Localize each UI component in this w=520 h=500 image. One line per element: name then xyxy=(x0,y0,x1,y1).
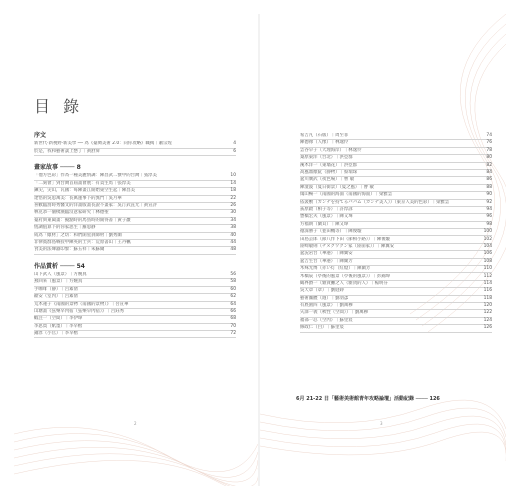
entry-page: 44 xyxy=(230,239,236,245)
entry-page: 38 xyxy=(230,225,236,231)
section-heading-preface: 序文 xyxy=(34,132,47,139)
page-number-left: 2 xyxy=(134,421,137,426)
toc-entry[interactable] xyxy=(300,251,492,258)
toc-entry[interactable] xyxy=(300,170,492,177)
entry-title: 陳澄波（夏日街景）（夏之風）｜曹 敏 xyxy=(300,184,374,190)
toc-entry[interactable] xyxy=(300,207,492,214)
entry-title: 臺府與東閩畫：擬點時的馬鳥時的開得書｜黃子巖 xyxy=(34,217,131,223)
entry-title: 陳德祿（人像）｜林逸伶 xyxy=(300,140,349,146)
entry-title: 山下武人（風景）｜方婉真 xyxy=(34,272,87,278)
entry-page: 90 xyxy=(486,192,492,198)
entry-page: 126 xyxy=(483,325,492,331)
entry-title: 吳天章（章）｜劉庭錚 xyxy=(300,288,344,294)
entry-page: 6 xyxy=(233,148,236,154)
entry-page: 68 xyxy=(230,316,236,322)
toc-entry[interactable] xyxy=(34,188,236,195)
toc-entry[interactable] xyxy=(300,318,492,325)
page-title: 目 錄 xyxy=(34,97,84,116)
event-record-entry[interactable]: 6月 21-22 日「藝術美術館青年攻略論壇」活動紀錄 ──── 126 xyxy=(296,396,440,402)
entry-title: 林克恭一個樸漢臨沒意家研究｜林德聖 xyxy=(34,210,109,216)
entry-page: 100 xyxy=(483,229,492,235)
entry-title: 喜歡臨罰時秀醫文的洋畫版畫長說不畫家：吳汀武直尤｜黃宣評 xyxy=(34,203,157,209)
toc-entry[interactable] xyxy=(34,324,236,331)
entry-page: 124 xyxy=(483,317,492,323)
entry-title: 荒木蓮子《南國的景物（南國的景物）》｜吾宣華 xyxy=(34,301,129,307)
entry-page: 22 xyxy=(230,195,236,201)
toc-right xyxy=(300,133,492,333)
entry-page: 76 xyxy=(486,140,492,146)
toc-entry[interactable] xyxy=(34,302,236,309)
page-number-right: 3 xyxy=(380,421,383,426)
entry-page: 104 xyxy=(483,243,492,249)
toc-entry[interactable] xyxy=(34,181,236,188)
toc-entry[interactable] xyxy=(300,273,492,280)
toc-entry[interactable] xyxy=(300,236,492,243)
entry-page: 80 xyxy=(486,155,492,161)
entry-page: 112 xyxy=(483,273,492,279)
entry-title: 食美的法聲器印象：蘇五祥｜朱蘇爾 xyxy=(34,247,105,253)
entry-title: 木橋辰（亭後的風景（亭後的風景））｜彭錦瑋 xyxy=(300,273,391,279)
toc-entry[interactable] xyxy=(34,233,236,240)
toc-entry[interactable] xyxy=(34,294,236,301)
toc-entry[interactable] xyxy=(34,203,236,210)
entry-page: 110 xyxy=(483,266,492,272)
entry-title: 福部一忍（空內）｜蘇里宸 xyxy=(300,317,353,323)
toc-entry[interactable] xyxy=(300,266,492,273)
artist-story-list xyxy=(34,173,236,254)
toc-entry[interactable] xyxy=(300,200,492,207)
entry-page: 72 xyxy=(230,331,236,337)
toc-entry[interactable] xyxy=(34,173,236,180)
entry-title: 田島芸郎（節八作下田（節相小路））｜陳俊璇 xyxy=(300,236,391,242)
toc-entry[interactable] xyxy=(300,325,492,332)
toc-entry[interactable] xyxy=(34,225,236,232)
book-spread xyxy=(14,14,506,486)
toc-entry[interactable] xyxy=(300,155,492,162)
toc-entry[interactable] xyxy=(300,296,492,303)
entry-page: 106 xyxy=(483,251,492,257)
section-heading-artist-story: 畫家故事 ──── 8 xyxy=(34,164,81,172)
entry-page: 30 xyxy=(230,210,236,216)
toc-entry[interactable] xyxy=(300,244,492,251)
preface-list xyxy=(34,141,236,156)
entry-title: 高風鼎顏阮（靜物）｜蔡瑞琛 xyxy=(300,170,358,176)
toc-entry[interactable] xyxy=(34,272,236,279)
entry-page: 48 xyxy=(230,247,236,253)
entry-title: 非律賓群島戰役中陳英的士兵：荒原書山｜王丹楓 xyxy=(34,239,131,245)
toc-entry[interactable] xyxy=(300,222,492,229)
entry-title: 傷山暢一（南國的海面（南國的海面）｜梁雅雲 xyxy=(300,192,393,198)
entry-title: 溪木洋一（東墻花）｜洪亞群 xyxy=(300,162,358,168)
entry-page: 40 xyxy=(230,232,236,238)
toc-entry[interactable] xyxy=(300,140,492,147)
toc-left xyxy=(34,133,236,338)
toc-entry[interactable] xyxy=(300,133,492,140)
entry-title: 蝦注一（空間）｜李伊瑋 xyxy=(34,316,83,322)
toc-entry[interactable] xyxy=(300,259,492,266)
entry-title: 手咖啡（靜）｜呂素倩 xyxy=(34,286,78,292)
entry-title: 徳深勝子（並田機等）｜陳俊璇 xyxy=(300,229,362,235)
entry-page: 120 xyxy=(483,303,492,309)
toc-entry[interactable] xyxy=(300,229,492,236)
entry-page: 56 xyxy=(230,272,236,278)
entry-title: 盆吉生台（華港）｜陳蘭芳 xyxy=(300,258,353,264)
right-page xyxy=(260,14,506,486)
section-heading-works: 作品賞析 ──── 54 xyxy=(34,262,85,270)
entry-page: 34 xyxy=(230,217,236,223)
entry-page: 92 xyxy=(486,199,492,205)
entry-title: 達悟的吳思萬美：長萬運事下的異門｜吳月華 xyxy=(34,195,122,201)
entry-page: 14 xyxy=(230,180,236,186)
toc-entry[interactable] xyxy=(300,185,492,192)
entry-title: 盆川廣武（夜色場）｜曹 敏 xyxy=(300,177,355,183)
entry-title: 「二刻會」到台灣首屆畫會展：有責生馬｜張淳美 xyxy=(34,180,131,186)
entry-title: 桑原東洋（台北）｜洪亞群 xyxy=(300,155,353,161)
works-list xyxy=(34,272,236,339)
toc-entry[interactable] xyxy=(34,149,236,156)
entry-title: 荻原啟（相子等）｜許淳詠 xyxy=(300,207,353,212)
entry-page: 96 xyxy=(486,214,492,220)
toc-entry[interactable] xyxy=(300,192,492,199)
entry-page: 78 xyxy=(486,147,492,153)
entry-title: 矢澤一義（秋性（空間））｜劉萬穆 xyxy=(300,310,369,316)
entry-title: 恆調值算下的你家思生｜羅思靜 xyxy=(34,225,96,231)
toc-entry[interactable] xyxy=(300,281,492,288)
toc-entry[interactable] xyxy=(34,331,236,338)
entry-page: 86 xyxy=(486,177,492,183)
toc-entry[interactable] xyxy=(34,210,236,217)
toc-entry[interactable] xyxy=(34,309,236,316)
entry-title: 新世代‧新視野‧新美學 ── 為《臺灣美術 2.0：向你攻略》職揭｜蕭宗煌 xyxy=(34,141,172,147)
toc-entry[interactable] xyxy=(300,303,492,310)
toc-entry[interactable] xyxy=(300,177,492,184)
entry-page: 66 xyxy=(230,309,236,315)
entry-page: 88 xyxy=(486,184,492,190)
entry-page: 98 xyxy=(486,221,492,227)
entry-title: 陸崎敏則（チヌクワクン家（陸崩家））｜陳翼安 xyxy=(300,243,395,249)
entry-page: 108 xyxy=(483,258,492,264)
toc-entry[interactable] xyxy=(34,247,236,254)
entry-title: 於是，我和藝術談上戀了｜黃舒屏 xyxy=(34,148,100,154)
toc-entry[interactable] xyxy=(34,196,236,203)
entry-title: 鶴界爵一（雜貨攤之人（雜貨的人）｜楊明芬 xyxy=(300,280,388,286)
toc-entry[interactable] xyxy=(34,218,236,225)
entry-title: 歐安（室內）｜呂素倩 xyxy=(34,294,78,300)
toc-entry[interactable] xyxy=(34,240,236,247)
entry-page: 116 xyxy=(483,288,492,294)
entry-title: 盆況岩台（華港）｜陳翼安 xyxy=(300,251,353,257)
entry-title: 修政仁（白）｜蘇里宸 xyxy=(300,325,344,331)
toc-entry[interactable] xyxy=(300,163,492,170)
toc-entry[interactable] xyxy=(300,214,492,221)
entry-page: 60 xyxy=(230,286,236,292)
entry-page: 58 xyxy=(230,279,236,285)
entry-title: 木殊光博（赤い灯（紅燈）｜陳蘭芳 xyxy=(300,266,371,272)
entry-page: 10 xyxy=(230,173,236,179)
toc-entry[interactable] xyxy=(34,141,236,148)
entry-title: 有底園四（風景）｜劉萬穆 xyxy=(300,303,353,309)
entry-title: 錦淳（小官）｜李早楷 xyxy=(34,331,78,337)
entry-title: 方福朗（蘭貝）｜陳又瑋 xyxy=(300,221,349,227)
entry-title: 雲谷早子（大理海岸）｜林逸伶 xyxy=(300,147,362,153)
entry-title: 希吉凡（石版）｜周至菲 xyxy=(300,133,349,139)
entry-page: 94 xyxy=(486,207,492,212)
entry-page: 114 xyxy=(483,280,492,286)
toc-entry[interactable] xyxy=(300,148,492,155)
entry-page: 18 xyxy=(230,188,236,194)
entry-page: 74 xyxy=(486,133,492,139)
entry-title: 山塘畫《弦樂早內宿（弦樂早內宿）》｜呂鈺秀 xyxy=(34,309,125,315)
entry-page: 82 xyxy=(486,162,492,168)
toc-entry[interactable] xyxy=(34,316,236,323)
entry-page: 62 xyxy=(230,294,236,300)
entry-title: 豐橋宏夫（風景）｜陳又瑋 xyxy=(300,214,353,220)
entry-page: 4 xyxy=(233,141,236,147)
entry-page: 64 xyxy=(230,301,236,307)
entry-page: 84 xyxy=(486,170,492,176)
entry-title: 依裝敷（カンナを持てるババム（カンナ美人））（東京人美的色彩）｜梁雅雲 xyxy=(300,199,450,205)
entry-title: 藝術團體（週）｜劉羽彥 xyxy=(300,295,349,301)
entry-page: 70 xyxy=(230,323,236,329)
entry-page: 118 xyxy=(483,295,492,301)
toc-entry[interactable] xyxy=(300,288,492,295)
entry-title: 李思賈（紙墨）｜李早楷 xyxy=(34,323,83,329)
toc-entry[interactable] xyxy=(34,287,236,294)
entry-title: 燕回來（風景）｜方婉真 xyxy=(34,279,83,285)
entry-title: 鍊尖，尖山，瓦國：每陳畫江開始東空生起｜陳昌美 xyxy=(34,188,135,194)
toc-entry[interactable] xyxy=(34,279,236,286)
entry-page: 102 xyxy=(483,236,492,242)
entry-page: 26 xyxy=(230,203,236,209)
entry-page: 122 xyxy=(483,310,492,316)
entry-title: 「他方色彩」作為一種美麗情調：陳昌武二號中的台灣｜張淳美 xyxy=(34,173,157,179)
toc-entry[interactable] xyxy=(300,310,492,317)
left-page xyxy=(14,14,258,486)
entry-title: 成為「傾材」之切：和們開星員師材｜劉秀蘭 xyxy=(34,232,122,238)
